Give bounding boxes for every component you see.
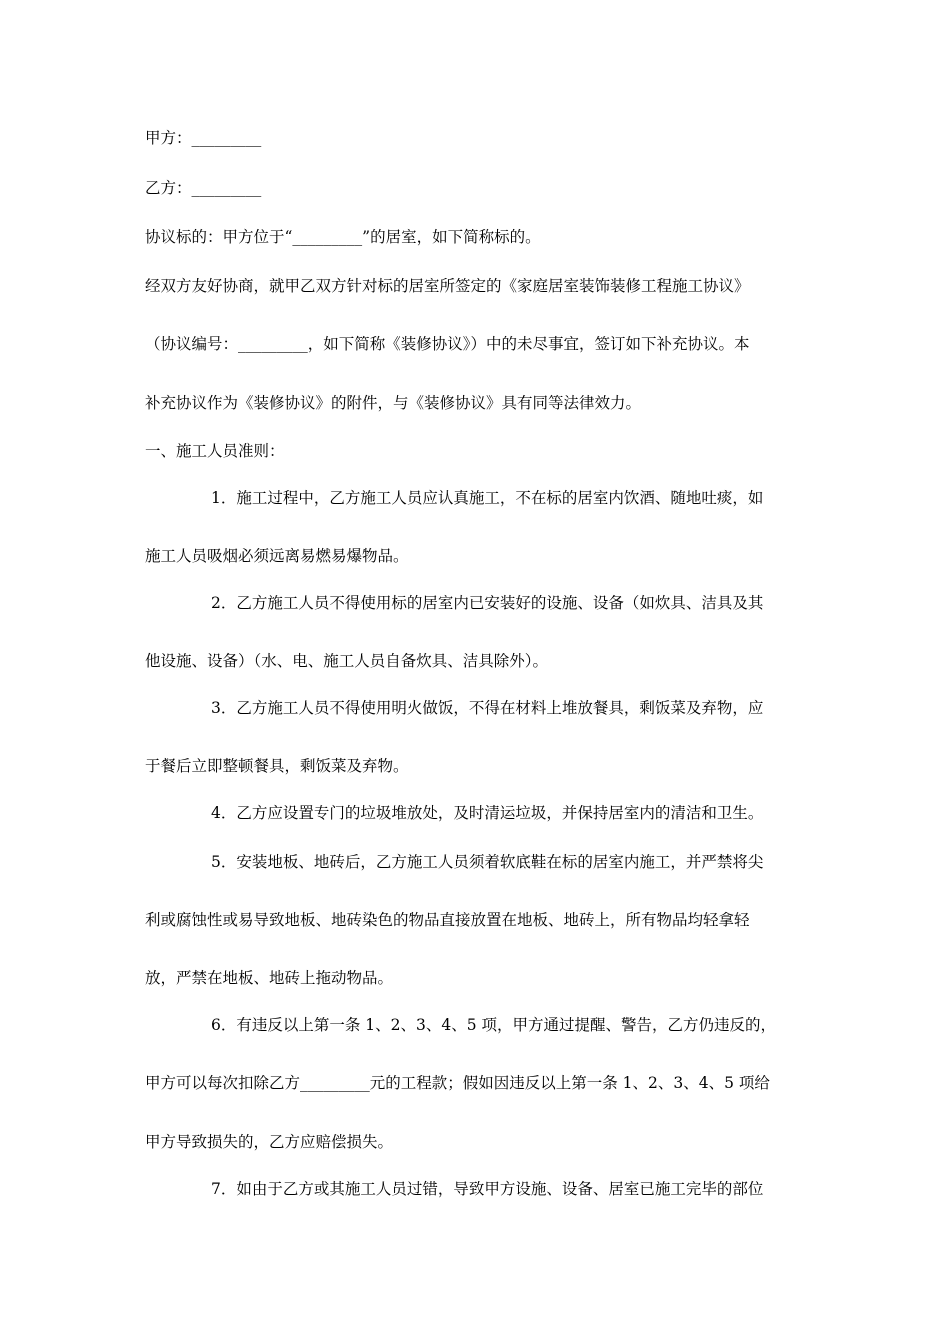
clause-7-line-1: 7．如由于乙方或其施工人员过错，导致甲方设施、设备、居室已施工完毕的部位	[211, 1180, 764, 1198]
clause-2-line-1: 2．乙方施工人员不得使用标的居室内已安装好的设施、设备（如炊具、洁具及其	[211, 594, 764, 612]
clause-3-line-2: 于餐后立即整顿餐具，剩饭菜及弃物。	[145, 757, 409, 775]
section-heading: 一、施工人员准则：	[145, 442, 285, 460]
clause-5-line-3: 放，严禁在地板、地砖上拖动物品。	[145, 969, 394, 987]
clause-2-line-2: 他设施、设备）（水、电、施工人员自备炊具、洁具除外）。	[145, 652, 549, 670]
clause-4-line-1: 4．乙方应设置专门的垃圾堆放处，及时清运垃圾，并保持居室内的清洁和卫生。	[211, 804, 764, 822]
clause-6-line-1: 6．有违反以上第一条 1、2、3、4、5 项，甲方通过提醒、警告，乙方仍违反的，	[211, 1016, 777, 1034]
clause-6-line-3: 甲方导致损失的，乙方应赔偿损失。	[145, 1133, 394, 1151]
clause-1-line-2: 施工人员吸烟必须远离易燃易爆物品。	[145, 547, 409, 565]
subject-line: 协议标的：甲方位于“_________”的居室，如下简称标的。	[145, 228, 541, 246]
clause-3-line-1: 3．乙方施工人员不得使用明火做饭，不得在材料上堆放餐具，剩饭菜及弃物，应	[211, 699, 764, 717]
clause-5-line-2: 利或腐蚀性或易导致地板、地砖染色的物品直接放置在地板、地砖上，所有物品均轻拿轻	[145, 911, 750, 929]
clause-5-line-1: 5．安装地板、地砖后，乙方施工人员须着软底鞋在标的居室内施工，并严禁将尖	[211, 853, 764, 871]
preamble-line-3: 补充协议作为《装修协议》的附件，与《装修协议》具有同等法律效力。	[145, 394, 642, 412]
party-a-line: 甲方：_________	[145, 129, 262, 147]
clause-1-line-1: 1．施工过程中，乙方施工人员应认真施工，不在标的居室内饮酒、随地吐痰，如	[211, 489, 764, 507]
preamble-line-2: （协议编号：_________，如下简称《装修协议》）中的未尽事宜，签订如下补充协议。本	[145, 335, 750, 353]
clause-6-line-2: 甲方可以每次扣除乙方_________元的工程款；假如因违反以上第一条 1、2、3、4、5 项给	[145, 1074, 770, 1092]
preamble-line-1: 经双方友好协商，就甲乙双方针对标的居室所签定的《家庭居室装饰装修工程施工协议》	[145, 277, 750, 295]
party-b-line: 乙方：_________	[145, 179, 262, 197]
